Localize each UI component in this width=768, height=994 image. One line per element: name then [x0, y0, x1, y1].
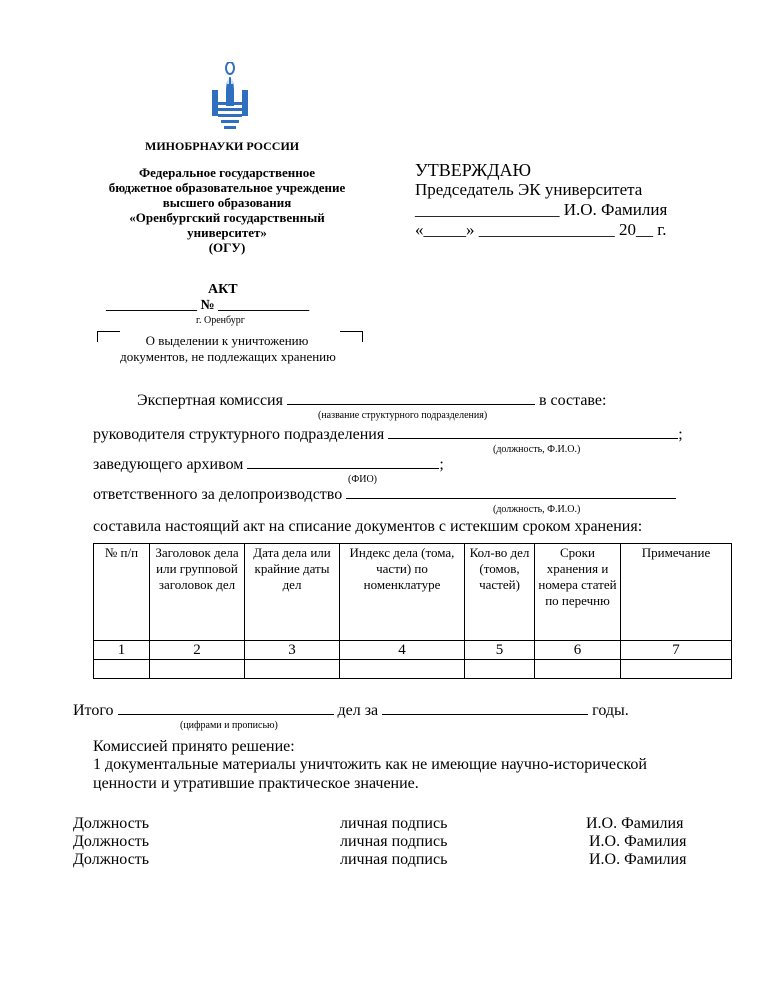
approval-position: Председатель ЭК университета — [415, 180, 643, 199]
archive-label: заведующего архивом — [93, 456, 244, 473]
approval-signature-line: _________________ И.О. Фамилия — [415, 200, 668, 219]
head-line — [93, 426, 683, 444]
ogu-logo — [212, 62, 248, 132]
table-header-cell: Индекс дела (тома, части) по номенклатуре — [340, 544, 465, 641]
signature-position: Должность — [73, 851, 150, 868]
archive-line — [93, 456, 444, 474]
decision-line2: ценности и утратившие практическое значение. — [93, 775, 419, 792]
commission-suffix: в составе: — [538, 392, 607, 409]
total-years-blank[interactable] — [382, 713, 588, 715]
org-line: «Оренбургский государственный — [129, 210, 325, 225]
org-line: университет» — [187, 225, 267, 240]
archive-hint: (ФИО) — [348, 474, 378, 485]
head-label: руководителя структурного подразделения — [93, 426, 385, 443]
signature-position: Должность — [73, 833, 150, 850]
org-line: бюджетное образовательное учреждение — [108, 180, 346, 195]
ministry-name: МИНОБРНАУКИ РОССИИ — [145, 139, 300, 153]
signature-name: И.О. Фамилия — [589, 851, 687, 868]
act-city: г. Оренбург — [196, 315, 245, 326]
approval-block — [415, 160, 745, 240]
decision-line1: 1 документальные материалы уничтожить как не имеющие научно-исторической — [93, 756, 647, 773]
head-blank[interactable] — [388, 437, 678, 439]
records-line — [93, 486, 676, 504]
decision-title: Комиссией принято решение: — [93, 738, 295, 755]
table-number-cell: 3 — [245, 641, 340, 660]
org-line: (ОГУ) — [208, 240, 246, 255]
table-cell[interactable] — [245, 660, 340, 679]
act-title: АКТ — [208, 282, 238, 297]
table-header-row — [94, 544, 732, 641]
commission-prefix: Экспертная комиссия — [137, 392, 283, 409]
table-header-cell: Сроки хранения и номера статей по перечню — [535, 544, 621, 641]
approval-date-line: «_____» ________________ 20__ г. — [415, 220, 667, 239]
total-middle: дел за — [337, 702, 379, 719]
table-number-cell: 1 — [94, 641, 150, 660]
signature-position: Должность — [73, 815, 150, 832]
approval-title: УТВЕРЖДАЮ — [415, 160, 532, 180]
head-end: ; — [678, 426, 683, 443]
signature-sign: личная подпись — [340, 833, 448, 850]
org-line: высшего образования — [162, 195, 292, 210]
commission-hint: (название структурного подразделения) — [318, 410, 488, 421]
signature-sign: личная подпись — [340, 815, 448, 832]
table-header-cell: Дата дела или крайние даты дел — [245, 544, 340, 641]
total-hint: (цифрами и прописью) — [180, 720, 278, 731]
signature-name: И.О. Фамилия — [589, 833, 687, 850]
commission-blank[interactable] — [287, 403, 535, 405]
commission-line — [137, 392, 606, 410]
compiled-text: составила настоящий акт на списание документов с истекшим сроком хранения: — [93, 518, 643, 535]
act-subject-line2: документов, не подлежащих хранению — [120, 349, 336, 364]
records-label: ответственного за делопроизводство — [93, 486, 343, 503]
head-hint: (должность, Ф.И.О.) — [493, 444, 581, 455]
archive-end: ; — [439, 456, 444, 473]
table-cell[interactable] — [150, 660, 245, 679]
table-cell[interactable] — [340, 660, 465, 679]
table-header-cell: № п/п — [94, 544, 150, 641]
table-header-cell: Кол-во дел (томов, частей) — [465, 544, 535, 641]
table-number-cell: 2 — [150, 641, 245, 660]
table-number-row — [94, 641, 732, 660]
organization-block — [62, 165, 392, 255]
table-number-cell: 4 — [340, 641, 465, 660]
table-number-cell: 6 — [535, 641, 621, 660]
signature-name: И.О. Фамилия — [586, 815, 684, 832]
table-cell[interactable] — [94, 660, 150, 679]
table-cell[interactable] — [465, 660, 535, 679]
table-cell[interactable] — [621, 660, 732, 679]
documents-table — [93, 543, 732, 679]
table-number-cell: 5 — [465, 641, 535, 660]
total-count-blank[interactable] — [118, 713, 334, 715]
org-line: Федеральное государственное — [139, 165, 315, 180]
signature-sign: личная подпись — [340, 851, 448, 868]
records-blank[interactable] — [346, 497, 676, 499]
records-hint: (должность, Ф.И.О.) — [493, 504, 581, 515]
table-header-cell: Заголовок дела или групповой заголовок дел — [150, 544, 245, 641]
act-number-line: _____________ № _____________ — [106, 298, 310, 313]
bracket-right — [340, 331, 363, 342]
table-row — [94, 660, 732, 679]
archive-blank[interactable] — [247, 467, 439, 469]
total-suffix: годы. — [592, 702, 629, 719]
table-cell[interactable] — [535, 660, 621, 679]
table-header-cell: Примечание — [621, 544, 732, 641]
act-subject-line1: О выделении к уничтожению — [145, 333, 309, 348]
table-number-cell: 7 — [621, 641, 732, 660]
total-line — [73, 702, 629, 720]
total-prefix: Итого — [73, 702, 114, 719]
